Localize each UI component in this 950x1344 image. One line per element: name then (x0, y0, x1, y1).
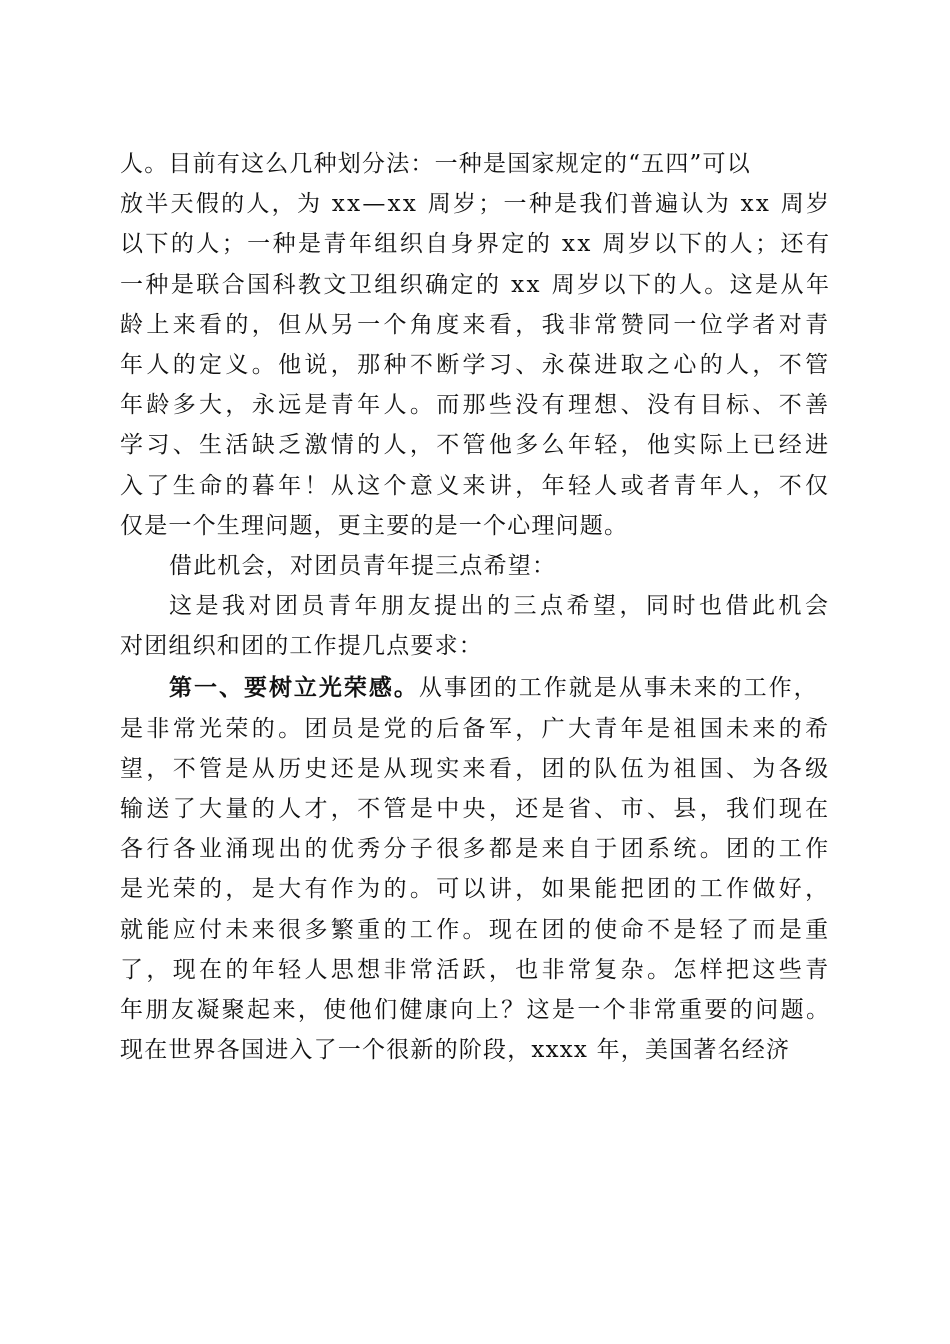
text-line: 了，现在的年轻人思想非常活跃，也非常复杂。怎样把这些青 (120, 956, 832, 983)
text-line: 是光荣的，是大有作为的。可以讲，如果能把团的工作做好， (120, 876, 832, 903)
text-line: 望，不管是从历史还是从现实来看，团的队伍为祖国、为各级 (120, 755, 832, 782)
text-line: 年人的定义。他说，那种不断学习、永葆进取之心的人，不管 (120, 351, 832, 378)
document-body (120, 144, 832, 1070)
text-line: 放半天假的人，为 xx—xx 周岁；一种是我们普遍认为 xx 周岁 (120, 191, 832, 218)
text-line: 学习、生活缺乏激情的人，不管他多么年轻，他实际上已经进 (120, 432, 832, 459)
text-line: 各行各业涌现出的优秀分子很多都是来自于团系统。团的工作 (120, 836, 832, 863)
text-line: 是非常光荣的。团员是党的后备军，广大青年是祖国未来的希 (120, 715, 832, 742)
paragraph-three-hopes-intro (120, 546, 832, 586)
text-line: 借此机会，对团员青年提三点希望： (169, 552, 557, 579)
text-line: 龄上来看的，但从另一个角度来看，我非常赞同一位学者对青 (120, 311, 832, 338)
text-line: 年龄多大，永远是青年人。而那些没有理想、没有目标、不善 (120, 392, 832, 419)
text-line: 就能应付未来很多繁重的工作。现在团的使命不是轻了而是重 (120, 916, 832, 943)
text-line: 以下的人；一种是青年组织自身界定的 xx 周岁以下的人；还有 (120, 231, 832, 258)
text-line: 仅是一个生理问题，更主要的是一个心理问题。 (120, 512, 629, 539)
text-line: 现在世界各国进入了一个很新的阶段，xxxx 年，美国著名经济 (120, 1037, 791, 1064)
paragraph-requirements-intro (120, 586, 832, 666)
text-line (120, 668, 832, 708)
section-heading: 第一、要树立光荣感。 (169, 674, 419, 702)
text-line: 一种是联合国科教文卫组织确定的 xx 周岁以下的人。这是从年 (120, 271, 832, 298)
paragraph-youth-definition (120, 144, 832, 546)
paragraph-sense-of-honor (120, 668, 832, 1070)
text-line: 这是我对团员青年朋友提出的三点希望，同时也借此机会 (169, 593, 832, 620)
text-line: 对团组织和团的工作提几点要求： (120, 633, 483, 660)
text-run: 从事团的工作就是从事未来的工作， (418, 675, 819, 702)
text-line: 输送了大量的人才，不管是中央，还是省、市、县，我们现在 (120, 796, 832, 822)
text-line: 人。目前有这么几种划分法：一种是国家规定的“五四”可以 (120, 151, 751, 177)
text-line: 入了生命的暮年！从这个意义来讲，年轻人或者青年人，不仅 (120, 472, 832, 499)
text-line: 年朋友凝聚起来，使他们健康向上？这是一个非常重要的问题。 (120, 996, 832, 1023)
